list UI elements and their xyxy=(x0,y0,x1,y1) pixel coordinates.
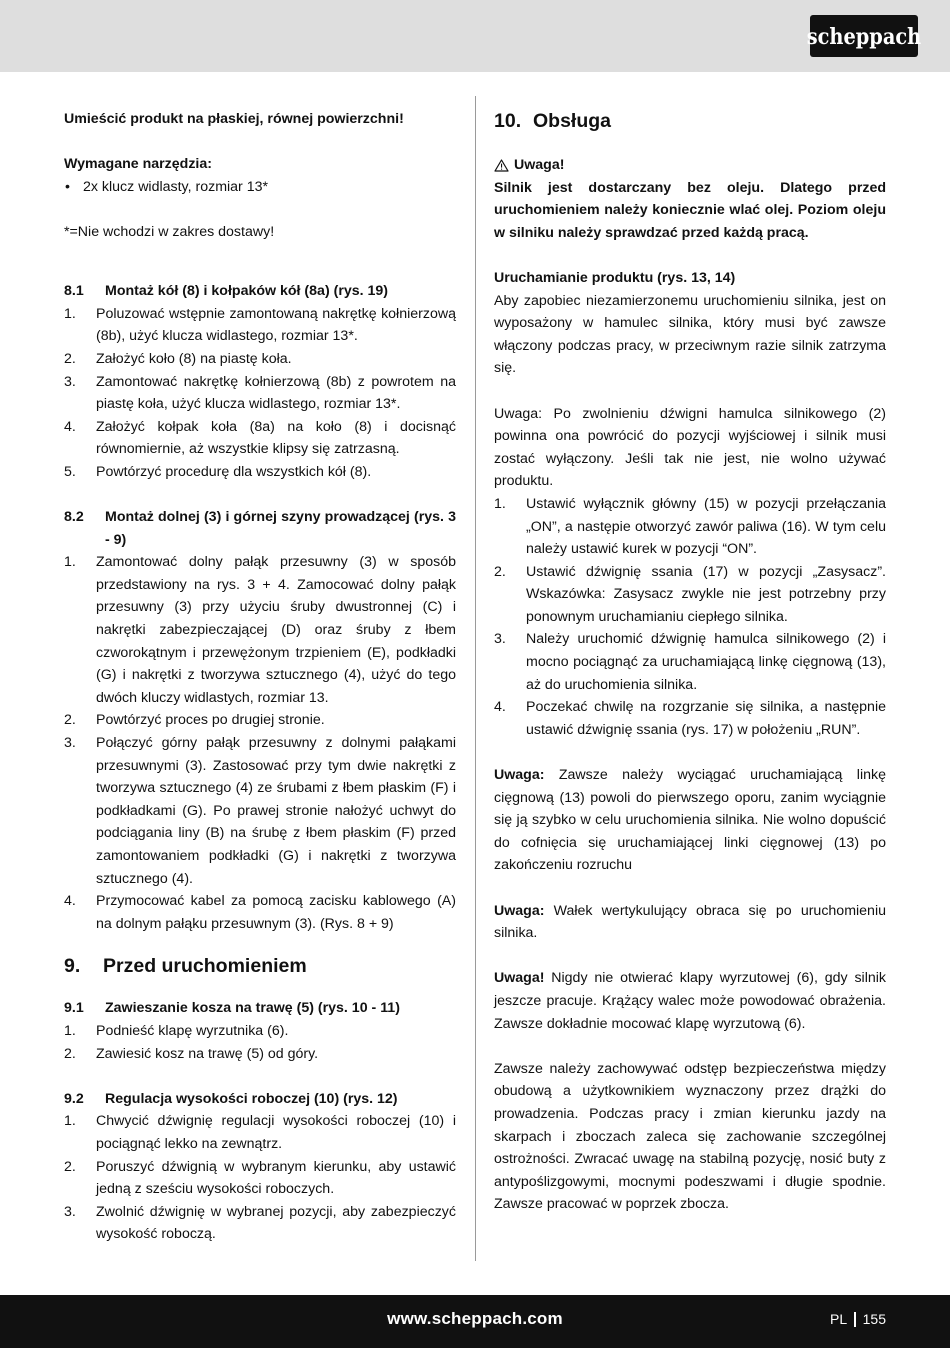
page-number: 155 xyxy=(862,1311,886,1327)
steps-9-2 xyxy=(64,1110,456,1246)
logo-text: scheppach xyxy=(806,23,922,50)
list-item: 1. Poluzować wstępnie zamontowaną nakrętkę kołnierzową (8b), użyć klucza widlastego, rozmiar 13*. xyxy=(64,305,456,345)
left-column xyxy=(64,108,456,1246)
header-bar xyxy=(0,0,950,72)
list-item: 5. Powtórzyć procedurę dla wszystkich kół (8). xyxy=(64,463,372,480)
warning-body: Silnik jest dostarczany bez oleju. Dlatego przed uruchomieniem należy koniecznie wlać olej. Poziom oleju w silniku należy sprawdzać przed każdą pracą. xyxy=(494,179,886,241)
section-heading-8-1: 8.1 Montaż kół (8) i kołpaków kół (8a) (rys. 19) xyxy=(64,283,389,300)
tools-heading: Wymagane narzędzia: xyxy=(64,156,212,173)
start-heading: Uruchamianie produktu (rys. 13, 14) xyxy=(494,269,736,286)
logo-wordmark-icon xyxy=(806,19,922,53)
list-item: 2. Powtórzyć proces po drugiej stronie. xyxy=(64,712,325,729)
website-url: www.scheppach.com xyxy=(387,1309,563,1328)
list-item: 4. Poczekać chwilę na rozgrzanie się silnika, a następnie ustawić dźwignię ssania (rys. 17) w położeniu „RUN”. xyxy=(494,699,886,738)
list-item: 2. Poruszyć dźwignią w wybranym kierunku, aby ustawić jedną z sześciu wysokości roboczych. xyxy=(64,1158,456,1198)
list-item: 2. Założyć koło (8) na piastę koła. xyxy=(64,350,292,367)
section-heading-9-2: 9.2 Regulacja wysokości roboczej (10) (rys. 12) xyxy=(64,1090,398,1107)
section-heading-8-2: 8.2 Montaż dolnej (3) i górnej szyny prowadzącej (rys. 3 - 9) xyxy=(64,509,456,548)
note-shaft: Uwaga: Wałek wertykulujący obraca się po uruchomieniu silnika. xyxy=(494,902,886,942)
list-item: 3. Należy uruchomić dźwignię hamulca silnikowego (2) i mocno pociągnąć za uruchamiającą linkę cięgnową (13), aż do uruchomienia silnika. xyxy=(494,631,886,693)
page-separator xyxy=(854,1312,856,1327)
list-item: 4. Przymocować kabel za pomocą zacisku kablowego (A) na dolnym pałąku przesuwnym (3). (Rys. 8 + 9) xyxy=(64,893,456,932)
list-item: 1. Chwycić dźwignię regulacji wysokości roboczej (10) i pociągnąć lekko na zewnątrz. xyxy=(64,1113,456,1152)
chapter-heading-10: 10. Obsługa xyxy=(494,110,612,132)
steps-9-1 xyxy=(64,1020,456,1065)
list-item: 3. Połączyć górny pałąk przesuwny z dolnymi pałąkami przesuwnymi (3). Zastosować przy tym dwie nakrętki z tworzywa sztucznego (4) ze śrubami z łbem płaskim (F) i podkładkami (G). Po prawej stronie nałożyć uchwyt do podciągania liny (B) na śrubę z łbem płaskim (F) przed zamontowaniem podkładki (G) i nakrętki z tworzywa sztucznego (4). xyxy=(64,735,456,887)
steps-8-2 xyxy=(64,551,456,935)
section-heading-9-1: 9.1 Zawieszanie kosza na trawę (5) (rys. 10 - 11) xyxy=(64,1000,400,1017)
start-steps xyxy=(494,493,886,742)
note-starter-cord: Uwaga: Zawsze należy wyciągać uruchamiającą linkę cięgnową (13) powoli do pierwszego oporu, zanim wyciągnie się ją szybko w celu uruchomienia silnika. Nie wolno dopuścić do cofnięcia się uruchamiającej linki cięgnowej (13) po zakończeniu rozruchu xyxy=(494,767,886,874)
list-item: 1. Podnieść klapę wyrzutnika (6). xyxy=(64,1022,289,1039)
warning-title: Uwaga! xyxy=(494,154,886,177)
right-column xyxy=(494,108,886,1216)
intro-instruction: Umieścić produkt na płaskiej, równej powierzchni! xyxy=(64,111,404,127)
list-item: 2. Zawiesić kosz na trawę (5) od góry. xyxy=(64,1045,319,1062)
list-item: 2. Ustawić dźwignię ssania (17) w pozycji „Zasysacz”. Wskazówka: Zasysacz zwykle nie jest potrzebny przy ponownym uruchamianiu ciepłego silnika. xyxy=(494,563,886,625)
list-item: • 2x klucz widlasty, rozmiar 13* xyxy=(65,178,269,195)
footnote: *=Nie wchodzi w zakres dostawy! xyxy=(64,223,275,240)
footer-bar xyxy=(0,1295,950,1348)
column-divider xyxy=(475,96,476,1261)
tools-list xyxy=(64,176,456,199)
list-item: 1. Zamontować dolny pałąk przesuwny (3) w sposób przedstawiony na rys. 3 + 4. Zamocować dolny pałąk przesuwny (3) przy użyciu śruby dwustronnej (C) i nakrętki zabezpieczającej (D) oraz śruby z łbem czworokątnym i przewężonym trzpieniem (E), podkładki (G) i nakrętki z tworzywa sztucznego (4), użyć do tego dwóch kluczy widlastych, rozmiar 13. xyxy=(64,554,456,706)
chapter-heading-9: 9. Przed uruchomieniem xyxy=(64,955,307,978)
list-item: 3. Zamontować nakrętkę kołnierzową (8b) z powrotem na piastę koła, użyć klucza widlastego, rozmiar 13*. xyxy=(64,373,456,413)
steps-8-1 xyxy=(64,303,456,484)
scheppach-logo xyxy=(806,15,922,57)
safety-paragraph: Zawsze należy zachowywać odstęp bezpieczeństwa między obudową a użytkownikiem wyznaczony przez drążki do prowadzenia. Podczas pracy i zmian kierunku jazdy na skarpach i zboczach zaleca się zachowanie szczególnej ostrożności. Zwracać uwagę na stabilną pozycję, nosić buty z antypoślizgowymi, mocnymi podeszwami i długie spodnie. Zawsze pracować w poprzek zbocza. xyxy=(494,1060,886,1213)
language-code: PL xyxy=(830,1311,848,1327)
list-item: 1. Ustawić wyłącznik główny (15) w pozycji przełączania „ON”, a następie otworzyć zawór paliwa (16). W tym celu należy ustawić kurek w pozycji “ON”. xyxy=(494,495,886,558)
page-indicator xyxy=(830,1311,886,1327)
note-discharge-flap: Uwaga! Nigdy nie otwierać klapy wyrzutowej (6), gdy silnik jeszcze pracuje. Krążący walec może powodować obrażenia. Zawsze dokładnie mocować klapę wyrzutową (6). xyxy=(494,970,886,1032)
brake-note: Uwaga: Po zwolnieniu dźwigni hamulca silnikowego (2) powinna ona powrócić do pozycji wyjściowej i silnik musi zostać wyłączony. Jeśli tak nie jest, nie wolno używać produktu. xyxy=(494,405,886,490)
start-paragraph: Aby zapobiec niezamierzonemu uruchomieniu silnika, jest on wyposażony w hamulec silnika, który musi być zawsze włączony podczas pracy, w przeciwnym razie silnik zatrzyma się. xyxy=(494,292,886,377)
list-item: 3. Zwolnić dźwignię w wybranej pozycji, aby zabezpieczyć wysokość roboczą. xyxy=(64,1203,456,1243)
warning-triangle-icon xyxy=(494,159,509,172)
list-item: 4. Założyć kołpak koła (8a) na koło (8) i docisnąć równomiernie, aż wszystkie klipsy się zatrzasną. xyxy=(64,418,456,458)
